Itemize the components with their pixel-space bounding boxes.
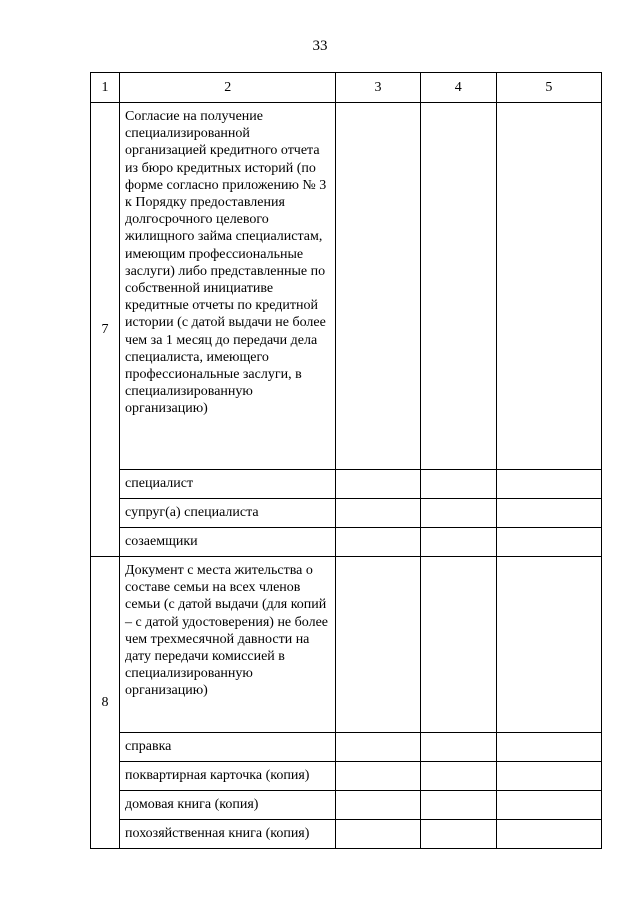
header-cell-3: 3 bbox=[336, 73, 420, 103]
empty-cell bbox=[420, 820, 496, 849]
sub-item: справка bbox=[120, 733, 336, 762]
empty-cell bbox=[420, 557, 496, 733]
empty-cell bbox=[420, 733, 496, 762]
header-cell-2: 2 bbox=[120, 73, 336, 103]
table-header-row bbox=[91, 73, 602, 103]
header-cell-1: 1 bbox=[91, 73, 120, 103]
header-cell-4: 4 bbox=[420, 73, 496, 103]
empty-cell bbox=[336, 557, 420, 733]
empty-cell bbox=[496, 470, 601, 499]
empty-cell bbox=[496, 103, 601, 470]
row-number: 8 bbox=[91, 557, 120, 849]
empty-cell bbox=[336, 528, 420, 557]
row-description: Согласие на получение специализированной организацией кредитного отчета из бюро кредитных историй (по форме согласно приложению № 3 к Порядку предоставления долгосрочного целевого жилищного займа специалистам, имеющим профессиональные заслуги) либо представленные по собственной инициативе кредитные отчеты по кредитной истории (с датой выдачи не более чем за 1 месяц до передачи дела специалиста, имеющего профессиональные заслуги, в специализированную организацию) bbox=[120, 103, 336, 470]
sub-item: похозяйственная книга (копия) bbox=[120, 820, 336, 849]
row-description: Документ с места жительства о составе семьи на всех членов семьи (с датой выдачи (для копий – с датой удостоверения) не более чем трехмесячной давности на дату передачи комиссией в специализированную организацию) bbox=[120, 557, 336, 733]
page-number: 33 bbox=[312, 38, 328, 54]
empty-cell bbox=[496, 820, 601, 849]
table-row bbox=[91, 791, 602, 820]
empty-cell bbox=[336, 470, 420, 499]
table-row bbox=[91, 733, 602, 762]
sub-item: домовая книга (копия) bbox=[120, 791, 336, 820]
documents-table bbox=[90, 72, 602, 849]
table-row bbox=[91, 470, 602, 499]
empty-cell bbox=[420, 762, 496, 791]
empty-cell bbox=[420, 103, 496, 470]
sub-item: специалист bbox=[120, 470, 336, 499]
table-row bbox=[91, 528, 602, 557]
sub-item: созаемщики bbox=[120, 528, 336, 557]
empty-cell bbox=[496, 762, 601, 791]
empty-cell bbox=[336, 733, 420, 762]
empty-cell bbox=[496, 499, 601, 528]
empty-cell bbox=[496, 528, 601, 557]
empty-cell bbox=[496, 791, 601, 820]
empty-cell bbox=[336, 762, 420, 791]
table-row bbox=[91, 557, 602, 733]
empty-cell bbox=[496, 557, 601, 733]
table-row bbox=[91, 762, 602, 791]
empty-cell bbox=[420, 791, 496, 820]
table-row bbox=[91, 103, 602, 470]
sub-item: супруг(а) специалиста bbox=[120, 499, 336, 528]
empty-cell bbox=[336, 499, 420, 528]
row-number: 7 bbox=[91, 103, 120, 557]
empty-cell bbox=[420, 499, 496, 528]
empty-cell bbox=[420, 528, 496, 557]
empty-cell bbox=[336, 103, 420, 470]
header-cell-5: 5 bbox=[496, 73, 601, 103]
sub-item: поквартирная карточка (копия) bbox=[120, 762, 336, 791]
empty-cell bbox=[496, 733, 601, 762]
empty-cell bbox=[420, 470, 496, 499]
empty-cell bbox=[336, 791, 420, 820]
table-row bbox=[91, 820, 602, 849]
empty-cell bbox=[336, 820, 420, 849]
table-row bbox=[91, 499, 602, 528]
